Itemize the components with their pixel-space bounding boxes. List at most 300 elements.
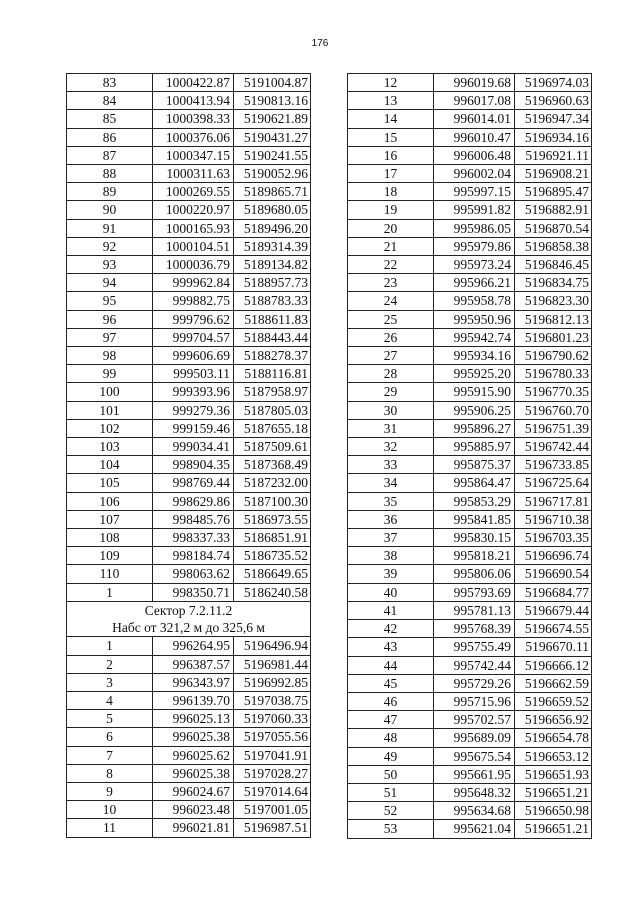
table-row — [67, 92, 311, 110]
x-coordinate-cell: 995621.04 — [434, 820, 515, 838]
x-coordinate-cell: 999606.69 — [153, 347, 234, 365]
section-header-row — [67, 601, 311, 636]
point-number-cell: 35 — [348, 492, 434, 510]
table-row — [67, 782, 311, 800]
x-coordinate-cell: 999279.36 — [153, 401, 234, 419]
table-row — [67, 347, 311, 365]
point-number-cell: 91 — [67, 219, 153, 237]
x-coordinate-cell: 998350.71 — [153, 583, 234, 601]
table-row — [348, 529, 592, 547]
y-coordinate-cell: 5187805.03 — [234, 401, 311, 419]
y-coordinate-cell: 5196751.39 — [515, 419, 592, 437]
x-coordinate-cell: 999882.75 — [153, 292, 234, 310]
point-number-cell: 52 — [348, 802, 434, 820]
x-coordinate-cell: 995841.85 — [434, 510, 515, 528]
table-row — [348, 729, 592, 747]
x-coordinate-cell: 995986.05 — [434, 219, 515, 237]
x-coordinate-cell: 995729.26 — [434, 674, 515, 692]
x-coordinate-cell: 996024.67 — [153, 782, 234, 800]
y-coordinate-cell: 5196790.62 — [515, 347, 592, 365]
point-number-cell: 51 — [348, 783, 434, 801]
left-coordinates-table — [66, 73, 311, 838]
x-coordinate-cell: 996343.97 — [153, 673, 234, 691]
y-coordinate-cell: 5186240.58 — [234, 583, 311, 601]
point-number-cell: 46 — [348, 692, 434, 710]
x-coordinate-cell: 996021.81 — [153, 819, 234, 837]
point-number-cell: 26 — [348, 328, 434, 346]
point-number-cell: 93 — [67, 256, 153, 274]
table-row — [67, 510, 311, 528]
x-coordinate-cell: 995934.16 — [434, 347, 515, 365]
table-row — [348, 110, 592, 128]
table-row — [67, 691, 311, 709]
y-coordinate-cell: 5188116.81 — [234, 365, 311, 383]
point-number-cell: 104 — [67, 456, 153, 474]
table-row — [67, 655, 311, 673]
y-coordinate-cell: 5196654.78 — [515, 729, 592, 747]
x-coordinate-cell: 999393.96 — [153, 383, 234, 401]
y-coordinate-cell: 5196823.30 — [515, 292, 592, 310]
point-number-cell: 11 — [67, 819, 153, 837]
point-number-cell: 89 — [67, 183, 153, 201]
x-coordinate-cell: 1000422.87 — [153, 74, 234, 92]
x-coordinate-cell: 995702.57 — [434, 711, 515, 729]
table-row — [348, 820, 592, 838]
y-coordinate-cell: 5196659.52 — [515, 692, 592, 710]
y-coordinate-cell: 5186649.65 — [234, 565, 311, 583]
table-row — [348, 310, 592, 328]
table-row — [67, 292, 311, 310]
y-coordinate-cell: 5196870.54 — [515, 219, 592, 237]
point-number-cell: 41 — [348, 601, 434, 619]
table-row — [348, 201, 592, 219]
point-number-cell: 4 — [67, 691, 153, 709]
table-row — [348, 638, 592, 656]
point-number-cell: 42 — [348, 620, 434, 638]
y-coordinate-cell: 5196834.75 — [515, 274, 592, 292]
point-number-cell: 7 — [67, 746, 153, 764]
y-coordinate-cell: 5187232.00 — [234, 474, 311, 492]
table-row — [348, 802, 592, 820]
x-coordinate-cell: 996387.57 — [153, 655, 234, 673]
table-row — [348, 237, 592, 255]
x-coordinate-cell: 995755.49 — [434, 638, 515, 656]
x-coordinate-cell: 1000220.97 — [153, 201, 234, 219]
x-coordinate-cell: 995742.44 — [434, 656, 515, 674]
y-coordinate-cell: 5196974.03 — [515, 74, 592, 92]
y-coordinate-cell: 5196921.11 — [515, 146, 592, 164]
table-row — [348, 74, 592, 92]
point-number-cell: 84 — [67, 92, 153, 110]
y-coordinate-cell: 5196992.85 — [234, 673, 311, 691]
table-row — [348, 92, 592, 110]
x-coordinate-cell: 998629.86 — [153, 492, 234, 510]
x-coordinate-cell: 995966.21 — [434, 274, 515, 292]
x-coordinate-cell: 1000104.51 — [153, 237, 234, 255]
section-title: Сектор 7.2.11.2 — [144, 602, 233, 618]
table-row — [348, 274, 592, 292]
y-coordinate-cell: 5196908.21 — [515, 165, 592, 183]
table-row — [67, 746, 311, 764]
table-row — [67, 474, 311, 492]
y-coordinate-cell: 5188611.83 — [234, 310, 311, 328]
y-coordinate-cell: 5196710.38 — [515, 510, 592, 528]
x-coordinate-cell: 995979.86 — [434, 237, 515, 255]
y-coordinate-cell: 5189314.39 — [234, 237, 311, 255]
x-coordinate-cell: 995958.78 — [434, 292, 515, 310]
y-coordinate-cell: 5196770.35 — [515, 383, 592, 401]
point-number-cell: 9 — [67, 782, 153, 800]
table-row — [348, 146, 592, 164]
table-row — [67, 637, 311, 655]
point-number-cell: 3 — [67, 673, 153, 691]
table-row — [348, 474, 592, 492]
table-row — [348, 401, 592, 419]
point-number-cell: 25 — [348, 310, 434, 328]
point-number-cell: 23 — [348, 274, 434, 292]
table-row — [348, 365, 592, 383]
y-coordinate-cell: 5186851.91 — [234, 529, 311, 547]
y-coordinate-cell: 5190431.27 — [234, 128, 311, 146]
table-row — [67, 383, 311, 401]
table-row — [67, 529, 311, 547]
y-coordinate-cell: 5197028.27 — [234, 764, 311, 782]
table-row — [67, 801, 311, 819]
point-number-cell: 43 — [348, 638, 434, 656]
x-coordinate-cell: 995689.09 — [434, 729, 515, 747]
table-row — [67, 146, 311, 164]
point-number-cell: 34 — [348, 474, 434, 492]
table-row — [67, 565, 311, 583]
y-coordinate-cell: 5196780.33 — [515, 365, 592, 383]
y-coordinate-cell: 5197060.33 — [234, 710, 311, 728]
x-coordinate-cell: 995973.24 — [434, 256, 515, 274]
table-row — [67, 128, 311, 146]
table-row — [67, 165, 311, 183]
y-coordinate-cell: 5197014.64 — [234, 782, 311, 800]
y-coordinate-cell: 5188957.73 — [234, 274, 311, 292]
right-table-rows — [348, 74, 592, 839]
table-row — [67, 710, 311, 728]
point-number-cell: 36 — [348, 510, 434, 528]
point-number-cell: 27 — [348, 347, 434, 365]
table-row — [348, 620, 592, 638]
point-number-cell: 85 — [67, 110, 153, 128]
x-coordinate-cell: 996006.48 — [434, 146, 515, 164]
x-coordinate-cell: 998184.74 — [153, 547, 234, 565]
x-coordinate-cell: 998485.76 — [153, 510, 234, 528]
table-row — [67, 237, 311, 255]
x-coordinate-cell: 995818.21 — [434, 547, 515, 565]
x-coordinate-cell: 998063.62 — [153, 565, 234, 583]
table-row — [348, 292, 592, 310]
y-coordinate-cell: 5196651.93 — [515, 765, 592, 783]
x-coordinate-cell: 996025.13 — [153, 710, 234, 728]
y-coordinate-cell: 5197041.91 — [234, 746, 311, 764]
point-number-cell: 33 — [348, 456, 434, 474]
point-number-cell: 14 — [348, 110, 434, 128]
point-number-cell: 83 — [67, 74, 153, 92]
y-coordinate-cell: 5187655.18 — [234, 419, 311, 437]
x-coordinate-cell: 995715.96 — [434, 692, 515, 710]
table-row — [348, 510, 592, 528]
x-coordinate-cell: 996025.62 — [153, 746, 234, 764]
y-coordinate-cell: 5196656.92 — [515, 711, 592, 729]
point-number-cell: 48 — [348, 729, 434, 747]
y-coordinate-cell: 5197038.75 — [234, 691, 311, 709]
point-number-cell: 32 — [348, 438, 434, 456]
table-row — [67, 764, 311, 782]
x-coordinate-cell: 995875.37 — [434, 456, 515, 474]
y-coordinate-cell: 5190052.96 — [234, 165, 311, 183]
y-coordinate-cell: 5196981.44 — [234, 655, 311, 673]
y-coordinate-cell: 5187368.49 — [234, 456, 311, 474]
x-coordinate-cell: 1000376.06 — [153, 128, 234, 146]
x-coordinate-cell: 996014.01 — [434, 110, 515, 128]
table-row — [348, 547, 592, 565]
y-coordinate-cell: 5196650.98 — [515, 802, 592, 820]
point-number-cell: 18 — [348, 183, 434, 201]
y-coordinate-cell: 5196679.44 — [515, 601, 592, 619]
point-number-cell: 108 — [67, 529, 153, 547]
point-number-cell: 103 — [67, 438, 153, 456]
y-coordinate-cell: 5196947.34 — [515, 110, 592, 128]
table-row — [348, 165, 592, 183]
point-number-cell: 6 — [67, 728, 153, 746]
y-coordinate-cell: 5196696.74 — [515, 547, 592, 565]
table-row — [67, 583, 311, 601]
x-coordinate-cell: 996264.95 — [153, 637, 234, 655]
x-coordinate-cell: 995896.27 — [434, 419, 515, 437]
x-coordinate-cell: 999962.84 — [153, 274, 234, 292]
x-coordinate-cell: 995885.97 — [434, 438, 515, 456]
y-coordinate-cell: 5196742.44 — [515, 438, 592, 456]
y-coordinate-cell: 5189865.71 — [234, 183, 311, 201]
x-coordinate-cell: 999159.46 — [153, 419, 234, 437]
table-row — [348, 128, 592, 146]
point-number-cell: 21 — [348, 237, 434, 255]
x-coordinate-cell: 996017.08 — [434, 92, 515, 110]
x-coordinate-cell: 999796.62 — [153, 310, 234, 328]
x-coordinate-cell: 996025.38 — [153, 728, 234, 746]
table-row — [348, 347, 592, 365]
table-row — [348, 565, 592, 583]
point-number-cell: 12 — [348, 74, 434, 92]
x-coordinate-cell: 995950.96 — [434, 310, 515, 328]
point-number-cell: 87 — [67, 146, 153, 164]
point-number-cell: 90 — [67, 201, 153, 219]
point-number-cell: 28 — [348, 365, 434, 383]
table-row — [67, 219, 311, 237]
table-row — [67, 456, 311, 474]
x-coordinate-cell: 998904.35 — [153, 456, 234, 474]
point-number-cell: 101 — [67, 401, 153, 419]
point-number-cell: 37 — [348, 529, 434, 547]
x-coordinate-cell: 995853.29 — [434, 492, 515, 510]
point-number-cell: 86 — [67, 128, 153, 146]
table-row — [348, 711, 592, 729]
x-coordinate-cell: 995806.06 — [434, 565, 515, 583]
point-number-cell: 107 — [67, 510, 153, 528]
table-row — [67, 274, 311, 292]
table-row — [67, 419, 311, 437]
y-coordinate-cell: 5196812.13 — [515, 310, 592, 328]
table-row — [67, 256, 311, 274]
point-number-cell: 98 — [67, 347, 153, 365]
table-row — [348, 492, 592, 510]
point-number-cell: 47 — [348, 711, 434, 729]
y-coordinate-cell: 5187100.30 — [234, 492, 311, 510]
x-coordinate-cell: 996025.38 — [153, 764, 234, 782]
y-coordinate-cell: 5196690.54 — [515, 565, 592, 583]
table-row — [348, 383, 592, 401]
x-coordinate-cell: 995906.25 — [434, 401, 515, 419]
point-number-cell: 20 — [348, 219, 434, 237]
table-row — [348, 783, 592, 801]
y-coordinate-cell: 5186973.55 — [234, 510, 311, 528]
x-coordinate-cell: 1000269.55 — [153, 183, 234, 201]
y-coordinate-cell: 5196684.77 — [515, 583, 592, 601]
y-coordinate-cell: 5196717.81 — [515, 492, 592, 510]
point-number-cell: 92 — [67, 237, 153, 255]
y-coordinate-cell: 5196801.23 — [515, 328, 592, 346]
x-coordinate-cell: 995830.15 — [434, 529, 515, 547]
y-coordinate-cell: 5188783.33 — [234, 292, 311, 310]
table-row — [348, 656, 592, 674]
point-number-cell: 1 — [67, 583, 153, 601]
y-coordinate-cell: 5190241.55 — [234, 146, 311, 164]
point-number-cell: 17 — [348, 165, 434, 183]
point-number-cell: 38 — [348, 547, 434, 565]
point-number-cell: 106 — [67, 492, 153, 510]
y-coordinate-cell: 5196651.21 — [515, 783, 592, 801]
table-row — [348, 747, 592, 765]
table-row — [67, 819, 311, 837]
x-coordinate-cell: 995942.74 — [434, 328, 515, 346]
right-coordinates-table — [347, 73, 592, 839]
y-coordinate-cell: 5196760.70 — [515, 401, 592, 419]
table-row — [67, 183, 311, 201]
table-row — [67, 110, 311, 128]
table-row — [348, 438, 592, 456]
x-coordinate-cell: 1000311.63 — [153, 165, 234, 183]
point-number-cell: 95 — [67, 292, 153, 310]
page-number: 176 — [311, 38, 329, 49]
x-coordinate-cell: 995915.90 — [434, 383, 515, 401]
point-number-cell: 45 — [348, 674, 434, 692]
x-coordinate-cell: 996023.48 — [153, 801, 234, 819]
table-row — [348, 674, 592, 692]
point-number-cell: 94 — [67, 274, 153, 292]
point-number-cell: 24 — [348, 292, 434, 310]
y-coordinate-cell: 5188278.37 — [234, 347, 311, 365]
left-table-rows-before — [67, 74, 311, 602]
x-coordinate-cell: 995991.82 — [434, 201, 515, 219]
table-row — [348, 601, 592, 619]
y-coordinate-cell: 5196725.64 — [515, 474, 592, 492]
point-number-cell: 105 — [67, 474, 153, 492]
point-number-cell: 22 — [348, 256, 434, 274]
y-coordinate-cell: 5187509.61 — [234, 438, 311, 456]
point-number-cell: 96 — [67, 310, 153, 328]
point-number-cell: 109 — [67, 547, 153, 565]
y-coordinate-cell: 5196666.12 — [515, 656, 592, 674]
point-number-cell: 15 — [348, 128, 434, 146]
point-number-cell: 29 — [348, 383, 434, 401]
x-coordinate-cell: 998337.33 — [153, 529, 234, 547]
x-coordinate-cell: 1000347.15 — [153, 146, 234, 164]
point-number-cell: 50 — [348, 765, 434, 783]
y-coordinate-cell: 5196733.85 — [515, 456, 592, 474]
table-row — [348, 183, 592, 201]
table-row — [348, 456, 592, 474]
y-coordinate-cell: 5190621.89 — [234, 110, 311, 128]
section-header — [67, 601, 311, 636]
point-number-cell: 31 — [348, 419, 434, 437]
y-coordinate-cell: 5196653.12 — [515, 747, 592, 765]
x-coordinate-cell: 999034.41 — [153, 438, 234, 456]
left-table-rows-after — [67, 637, 311, 837]
point-number-cell: 13 — [348, 92, 434, 110]
x-coordinate-cell: 999503.11 — [153, 365, 234, 383]
section-subtitle: Набс от 321,2 м до 325,6 м — [112, 620, 265, 636]
y-coordinate-cell: 5197055.56 — [234, 728, 311, 746]
table-row — [67, 201, 311, 219]
x-coordinate-cell: 995925.20 — [434, 365, 515, 383]
x-coordinate-cell: 995648.32 — [434, 783, 515, 801]
point-number-cell: 10 — [67, 801, 153, 819]
y-coordinate-cell: 5196674.55 — [515, 620, 592, 638]
table-row — [348, 692, 592, 710]
point-number-cell: 39 — [348, 565, 434, 583]
table-row — [67, 310, 311, 328]
table-row — [348, 328, 592, 346]
point-number-cell: 1 — [67, 637, 153, 655]
x-coordinate-cell: 995781.13 — [434, 601, 515, 619]
x-coordinate-cell: 995675.54 — [434, 747, 515, 765]
x-coordinate-cell: 996139.70 — [153, 691, 234, 709]
x-coordinate-cell: 1000036.79 — [153, 256, 234, 274]
x-coordinate-cell: 995661.95 — [434, 765, 515, 783]
y-coordinate-cell: 5196703.35 — [515, 529, 592, 547]
x-coordinate-cell: 996002.04 — [434, 165, 515, 183]
point-number-cell: 19 — [348, 201, 434, 219]
x-coordinate-cell: 995997.15 — [434, 183, 515, 201]
point-number-cell: 99 — [67, 365, 153, 383]
table-row — [348, 219, 592, 237]
y-coordinate-cell: 5196987.51 — [234, 819, 311, 837]
x-coordinate-cell: 1000413.94 — [153, 92, 234, 110]
table-row — [67, 728, 311, 746]
x-coordinate-cell: 996019.68 — [434, 74, 515, 92]
point-number-cell: 40 — [348, 583, 434, 601]
point-number-cell: 16 — [348, 146, 434, 164]
point-number-cell: 8 — [67, 764, 153, 782]
point-number-cell: 102 — [67, 419, 153, 437]
x-coordinate-cell: 1000398.33 — [153, 110, 234, 128]
y-coordinate-cell: 5189680.05 — [234, 201, 311, 219]
x-coordinate-cell: 998769.44 — [153, 474, 234, 492]
y-coordinate-cell: 5196895.47 — [515, 183, 592, 201]
point-number-cell: 97 — [67, 328, 153, 346]
table-row — [67, 673, 311, 691]
x-coordinate-cell: 1000165.93 — [153, 219, 234, 237]
x-coordinate-cell: 995864.47 — [434, 474, 515, 492]
y-coordinate-cell: 5191004.87 — [234, 74, 311, 92]
y-coordinate-cell: 5196496.94 — [234, 637, 311, 655]
x-coordinate-cell: 995634.68 — [434, 802, 515, 820]
y-coordinate-cell: 5190813.16 — [234, 92, 311, 110]
